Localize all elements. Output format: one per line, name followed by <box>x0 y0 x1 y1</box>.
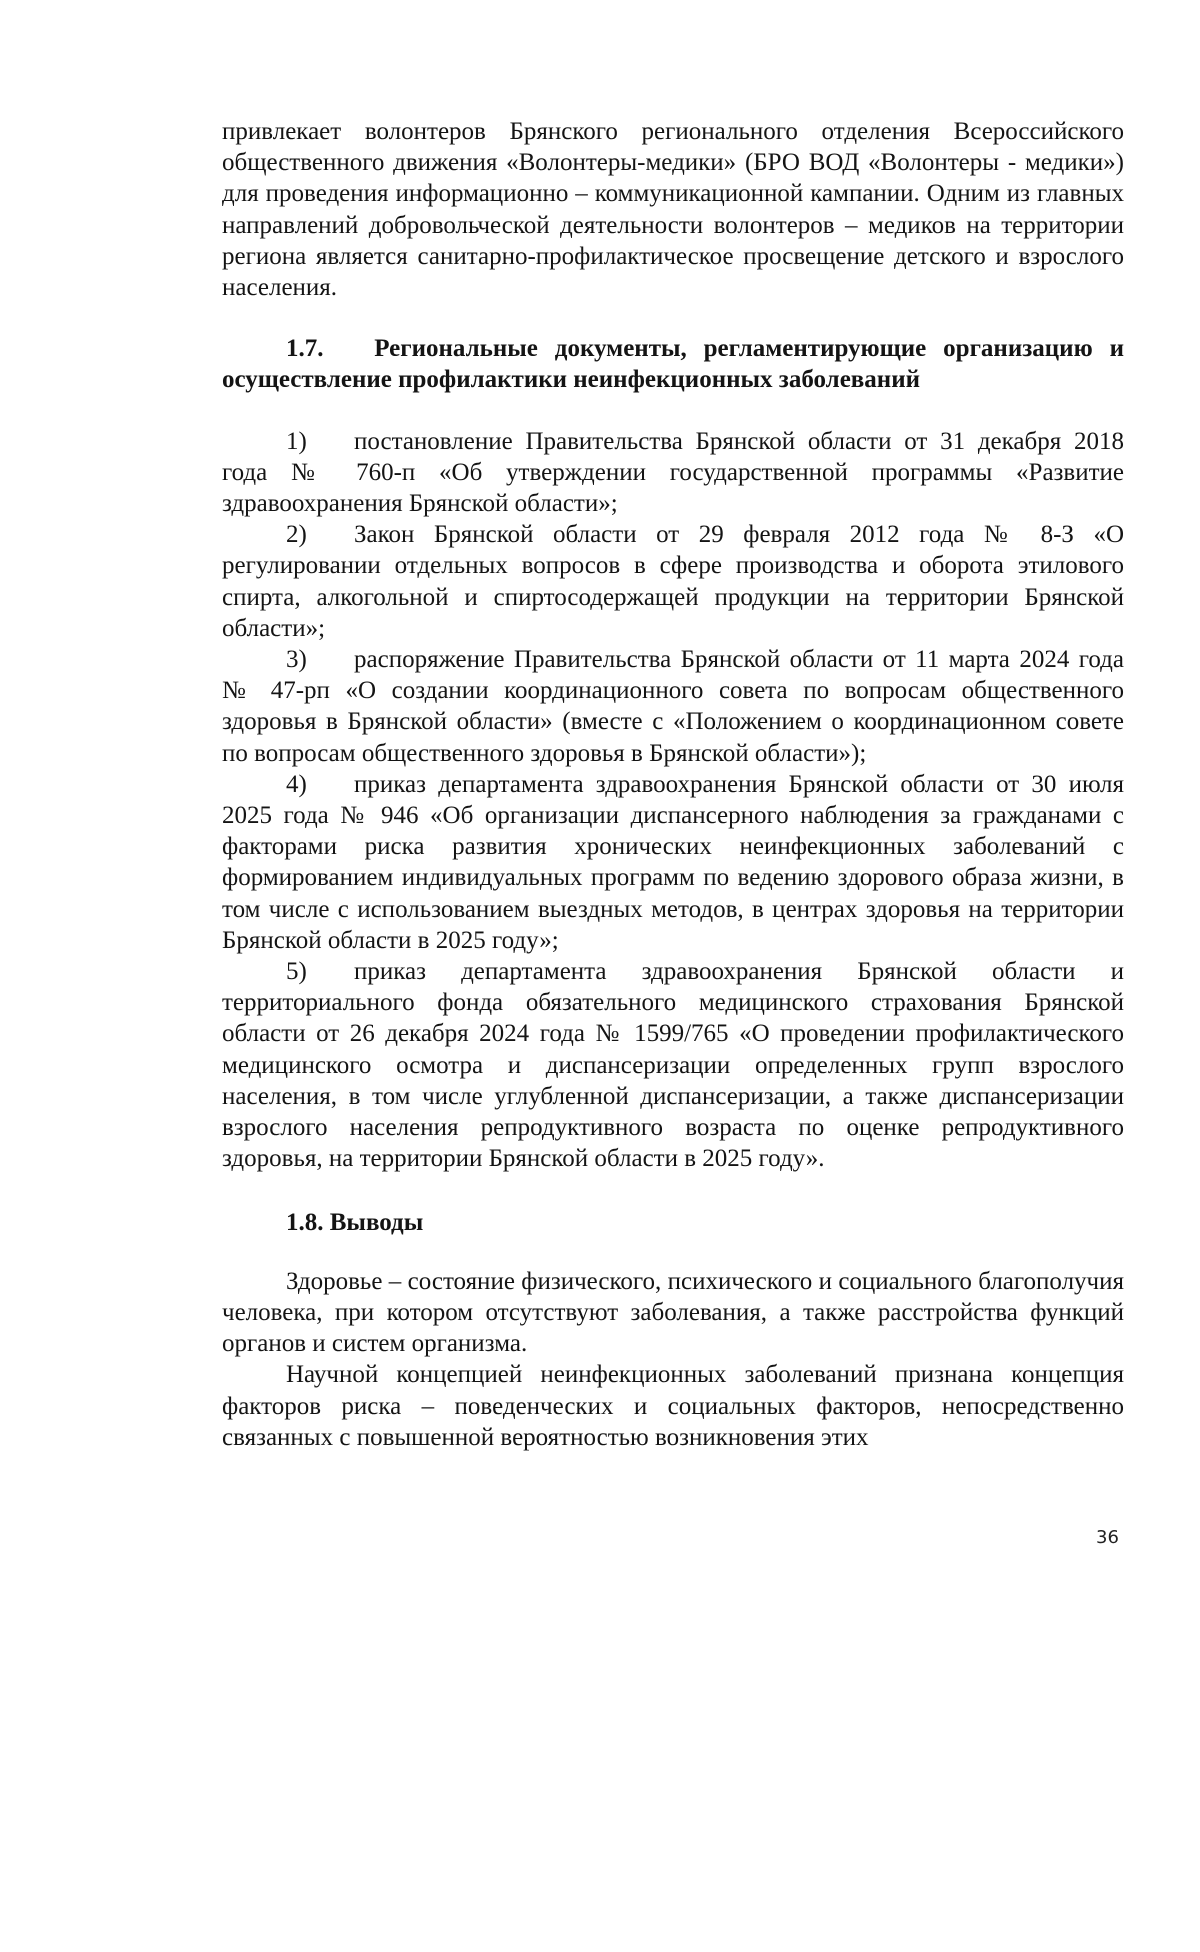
intro-paragraph: привлекает волонтеров Брянского регионального отделения Всероссийского общественного движения «Волонтеры-медики» (БРО ВОД «Волонтеры - медики») для проведения информационно – коммуникационной кампании. Одним из главных направлений добровольческой деятельности волонтеров – медиков на территории региона является санитарно-профилактическое просвещение детского и взрослого населения. <box>222 118 1124 302</box>
list-item-number: 5) <box>286 958 307 986</box>
section-1-8-heading: 1.8. Выводы <box>286 1208 424 1236</box>
list-item-number: 2) <box>286 521 307 549</box>
list-item-text: Закон Брянской области от 29 февраля 2012 года № 8-З «О регулировании отдельных вопросов в сфере производства и оборота этилового спирта, алкогольной и спиртосодержащей продукции на территории Брянской области»; <box>222 521 1124 642</box>
list-item-text: распоряжение Правительства Брянской области от 11 марта 2024 года № 47-рп «О создании координационного совета по вопросам общественного здоровья в Брянской области» (вместе с «Положением о координационном совете по вопросам общественного здоровья в Брянской области»); <box>222 646 1124 767</box>
conclusions-section <box>222 1266 1124 1453</box>
list-item-text: приказ департамента здравоохранения Брянской области и территориального фонда обязательного медицинского страхования Брянской области от 26 декабря 2024 года № 1599/765 «О проведении профилактического медицинского осмотра и диспансеризации определенных групп взрослого населения, в том числе углубленной диспансеризации, а также диспансеризации взрослого населения репродуктивного возраста по оценке репродуктивного здоровья, на территории Брянской области в 2025 году». <box>222 958 1124 1173</box>
list-item <box>222 426 1124 520</box>
list-item <box>222 956 1124 1174</box>
documents-list <box>222 426 1124 1175</box>
list-item-number: 1) <box>286 427 307 455</box>
page-number: 36 <box>1096 1527 1119 1548</box>
list-item-text: приказ департамента здравоохранения Брянской области от 30 июля 2025 года № 946 «Об организации диспансерного наблюдения за гражданами с факторами риска развития хронических неинфекционных заболеваний с формированием индивидуальных программ по ведению здорового образа жизни, в том числе с использованием выездных методов, в центрах здоровья на территории Брянской области в 2025 году»; <box>222 770 1124 954</box>
list-item-text: постановление Правительства Брянской области от 31 декабря 2018 года № 760-п «Об утверждении государственной программы «Развитие здравоохранения Брянской области»; <box>222 427 1124 518</box>
list-item <box>222 519 1124 644</box>
document-page <box>222 116 1124 1453</box>
list-item-number: 4) <box>286 770 307 798</box>
conclusion-paragraph: Здоровье – состояние физического, психического и социального благополучия человека, при котором отсутствуют заболевания, а также расстройства функций органов и систем организма. <box>222 1267 1124 1358</box>
list-item <box>222 644 1124 769</box>
section-1-7-title: Региональные документы, регламентирующие организацию и осуществление профилактики неинфекционных заболеваний <box>222 335 1125 394</box>
list-item-number: 3) <box>286 646 307 674</box>
conclusion-paragraph: Научной концепцией неинфекционных заболеваний признана концепция факторов риска – поведенческих и социальных факторов, непосредственно связанных с повышенной вероятностью возникновения этих <box>222 1361 1124 1451</box>
section-1-7-number: 1.7. <box>286 335 324 363</box>
section-1-7-heading <box>222 333 1124 395</box>
list-item <box>222 769 1124 956</box>
